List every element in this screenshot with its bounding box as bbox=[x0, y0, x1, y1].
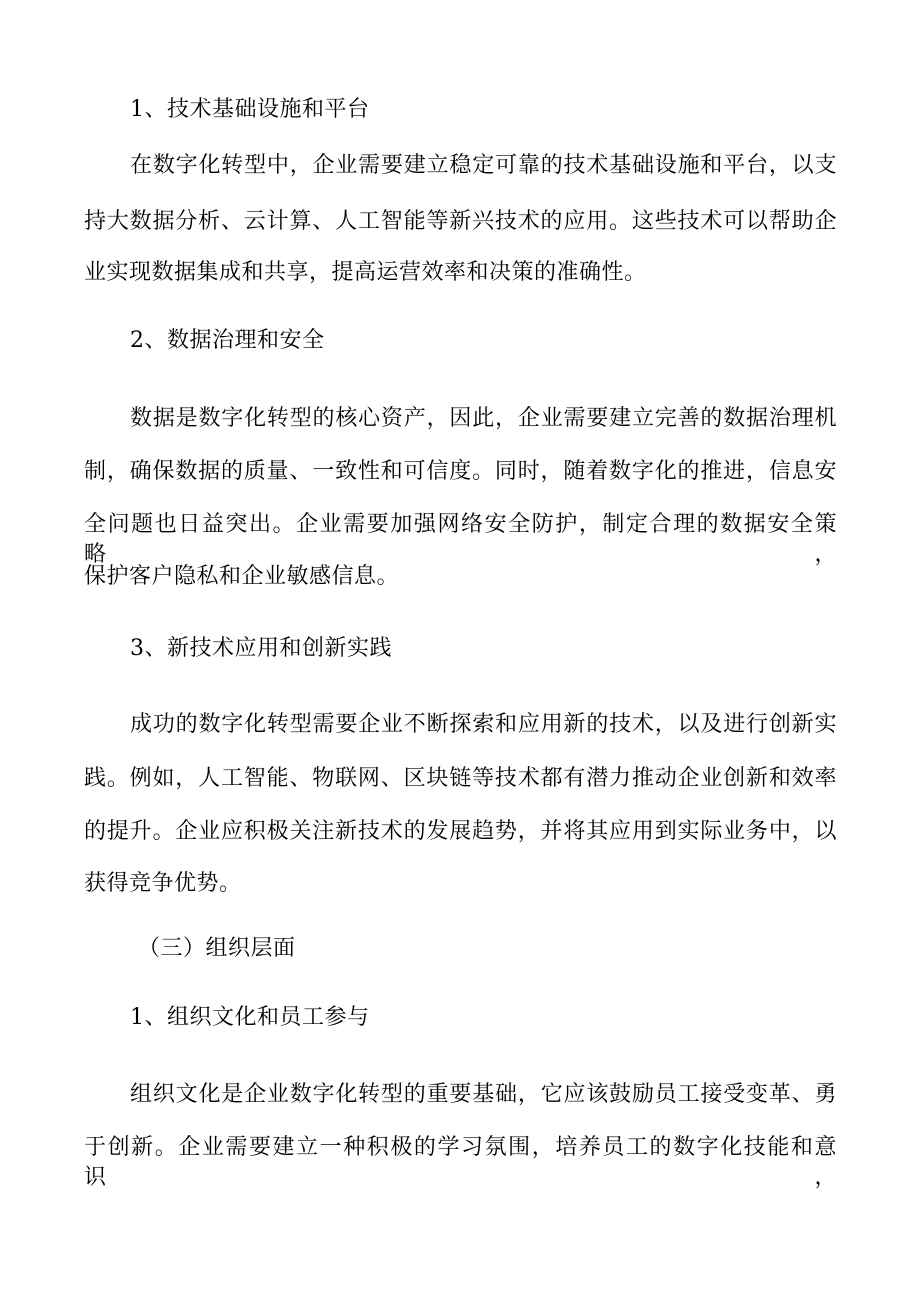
paragraph-line: 数据是数字化转型的核心资产，因此，企业需要建立完善的数据治理机 bbox=[130, 406, 837, 431]
paragraph-line: 在数字化转型中，企业需要建立稳定可靠的技术基础设施和平台，以支 bbox=[130, 153, 837, 178]
paragraph-line: 获得竞争优势。 bbox=[84, 871, 242, 896]
paragraph-line: 践。例如，人工智能、物联网、区块链等技术都有潜力推动企业创新和效率 bbox=[84, 766, 837, 791]
section-heading-new-tech: 3、新技术应用和创新实践 bbox=[130, 636, 392, 661]
paragraph-line: 持大数据分析、云计算、人工智能等新兴技术的应用。这些技术可以帮助企 bbox=[84, 209, 837, 234]
paragraph-line: 组织文化是企业数字化转型的重要基础，它应该鼓励员工接受变革、勇 bbox=[130, 1082, 837, 1107]
paragraph-line: 全问题也日益突出。企业需要加强网络安全防护，制定合理的数据安全策略， bbox=[84, 512, 837, 567]
section-heading-tech-infrastructure: 1、技术基础设施和平台 bbox=[130, 97, 370, 122]
paragraph-line: 保护客户隐私和企业敏感信息。 bbox=[84, 564, 400, 589]
paragraph-line: 业实现数据集成和共享，提高运营效率和决策的准确性。 bbox=[84, 260, 647, 285]
part-heading-organization: （三）组织层面 bbox=[138, 936, 296, 961]
section-heading-data-governance: 2、数据治理和安全 bbox=[130, 328, 325, 353]
section-heading-org-culture: 1、组织文化和员工参与 bbox=[130, 1005, 370, 1030]
paragraph-line: 制，确保数据的质量、一致性和可信度。同时，随着数字化的推进，信息安 bbox=[84, 459, 837, 484]
paragraph-line: 于创新。企业需要建立一种积极的学习氛围，培养员工的数字化技能和意识， bbox=[84, 1135, 837, 1190]
paragraph-line: 成功的数字化转型需要企业不断探索和应用新的技术，以及进行创新实 bbox=[130, 712, 837, 737]
paragraph-line: 的提升。企业应积极关注新技术的发展趋势，并将其应用到实际业务中，以 bbox=[84, 819, 837, 844]
